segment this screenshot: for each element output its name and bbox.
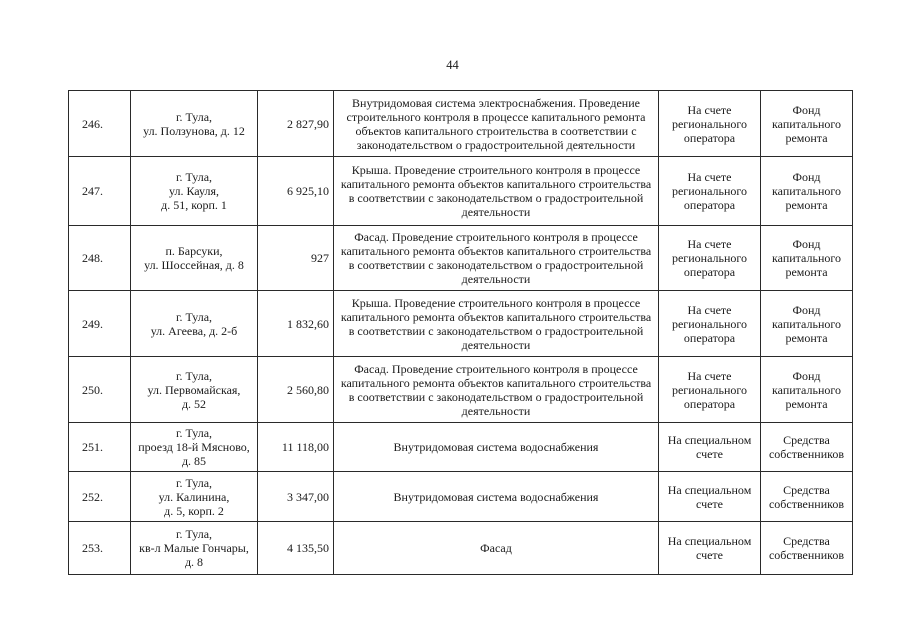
row-number: 249. [69,291,131,357]
row-account: На счете регионального оператора [659,91,761,157]
row-work: Фасад [334,522,659,575]
row-area: 4 135,50 [258,522,334,575]
row-funding-source: Фонд капитального ремонта [761,157,853,226]
row-number: 252. [69,472,131,522]
row-number: 248. [69,226,131,291]
row-number: 246. [69,91,131,157]
table-row [69,357,853,423]
row-address: г. Тула, проезд 18-й Мясново, д. 85 [131,423,258,472]
row-address: п. Барсуки, ул. Шоссейная, д. 8 [131,226,258,291]
row-area: 3 347,00 [258,472,334,522]
row-number: 251. [69,423,131,472]
row-work: Фасад. Проведение строительного контроля в процессе капитального ремонта объектов капитального строительства в соответствии с законодательством о градостроительной деятельности [334,226,659,291]
row-number: 250. [69,357,131,423]
row-work: Фасад. Проведение строительного контроля в процессе капитального ремонта объектов капитального строительства в соответствии с законодательством о градостроительной деятельности [334,357,659,423]
page-number: 44 [446,58,459,72]
row-work: Внутридомовая система водоснабжения [334,423,659,472]
row-area: 2 827,90 [258,91,334,157]
row-account: На специальном счете [659,522,761,575]
row-address: г. Тула, ул. Агеева, д. 2-б [131,291,258,357]
row-funding-source: Фонд капитального ремонта [761,91,853,157]
table-row [69,423,853,472]
row-area: 927 [258,226,334,291]
row-address: г. Тула, ул. Кауля, д. 51, корп. 1 [131,157,258,226]
table-row [69,91,853,157]
row-area: 1 832,60 [258,291,334,357]
row-address: г. Тула, кв-л Малые Гончары, д. 8 [131,522,258,575]
row-funding-source: Средства собственников [761,472,853,522]
row-address: г. Тула, ул. Калинина, д. 5, корп. 2 [131,472,258,522]
repair-table [68,90,853,575]
row-number: 247. [69,157,131,226]
row-work: Крыша. Проведение строительного контроля в процессе капитального ремонта объектов капитального строительства в соответствии с законодательством о градостроительной деятельности [334,157,659,226]
row-address: г. Тула, ул. Первомайская, д. 52 [131,357,258,423]
table-row [69,226,853,291]
row-account: На счете регионального оператора [659,357,761,423]
row-area: 2 560,80 [258,357,334,423]
row-area: 6 925,10 [258,157,334,226]
row-funding-source: Средства собственников [761,423,853,472]
row-funding-source: Фонд капитального ремонта [761,357,853,423]
table-row [69,291,853,357]
table-row [69,472,853,522]
row-work: Внутридомовая система электроснабжения. Проведение строительного контроля в процессе капитального ремонта объектов капитального строительства в соответствии с законодательством о градостроительной деятельности [334,91,659,157]
row-account: На счете регионального оператора [659,226,761,291]
row-funding-source: Средства собственников [761,522,853,575]
row-work: Внутридомовая система водоснабжения [334,472,659,522]
row-account: На специальном счете [659,423,761,472]
row-number: 253. [69,522,131,575]
row-work: Крыша. Проведение строительного контроля в процессе капитального ремонта объектов капитального строительства в соответствии с законодательством о градостроительной деятельности [334,291,659,357]
row-account: На счете регионального оператора [659,291,761,357]
row-address: г. Тула, ул. Ползунова, д. 12 [131,91,258,157]
row-area: 11 118,00 [258,423,334,472]
row-funding-source: Фонд капитального ремонта [761,291,853,357]
row-account: На специальном счете [659,472,761,522]
table-row [69,157,853,226]
row-account: На счете регионального оператора [659,157,761,226]
table-row [69,522,853,575]
row-funding-source: Фонд капитального ремонта [761,226,853,291]
